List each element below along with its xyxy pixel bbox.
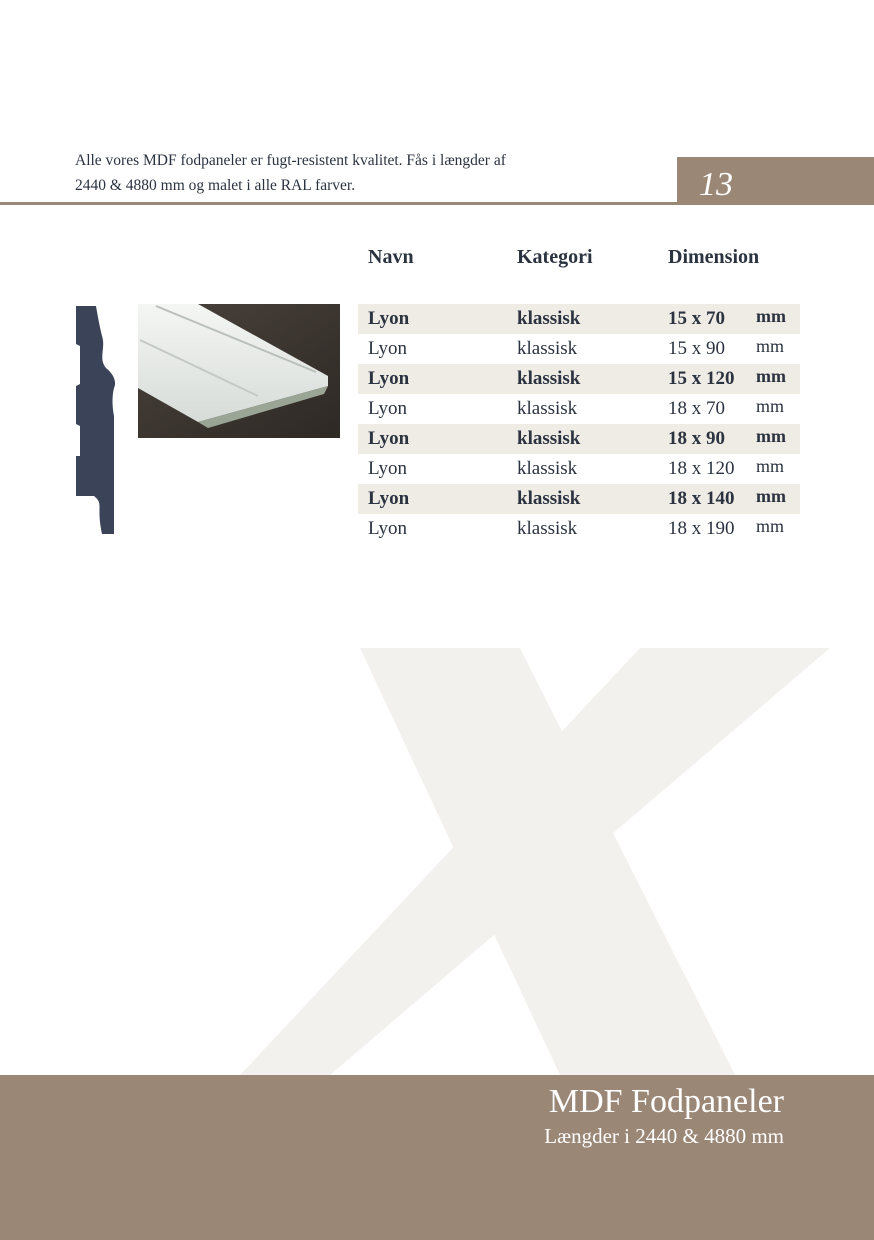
cell-name: Lyon (368, 398, 408, 419)
footer-subtitle: Længder i 2440 & 4880 mm (544, 1124, 784, 1148)
cell-category: klassisk (517, 338, 578, 359)
cell-category: klassisk (517, 518, 578, 539)
cell-unit: mm (756, 516, 785, 536)
table-row (358, 454, 800, 484)
footer-title: MDF Fodpaneler (548, 1083, 784, 1120)
cell-name: Lyon (368, 338, 408, 359)
cell-dimension: 15 x 70 (668, 308, 725, 329)
cell-category: klassisk (517, 398, 578, 419)
cell-dimension: 18 x 90 (668, 428, 725, 449)
header-dimension: Dimension (668, 246, 760, 268)
header-category: Kategori (517, 246, 593, 268)
cell-unit: mm (756, 396, 785, 416)
cell-unit: mm (756, 366, 786, 386)
table-header (358, 246, 800, 304)
cell-category: klassisk (517, 428, 581, 449)
cell-category: klassisk (517, 308, 581, 329)
cell-dimension: 15 x 120 (668, 368, 735, 389)
cell-unit: mm (756, 456, 785, 476)
cell-unit: mm (756, 426, 786, 446)
cell-unit: mm (756, 306, 786, 326)
page-number-tab (677, 157, 874, 205)
intro-line-2: 2440 & 4880 mm og malet i alle RAL farver. (75, 177, 356, 194)
table-row (358, 394, 800, 424)
product-photo-graphic (138, 304, 340, 438)
footer-band (0, 1075, 874, 1240)
cell-dimension: 18 x 140 (668, 488, 735, 509)
table-row (358, 364, 800, 394)
intro-text (75, 148, 635, 198)
dimension-table (358, 246, 800, 544)
table-row (358, 424, 800, 454)
table-row (358, 484, 800, 514)
table-row (358, 514, 800, 544)
cell-unit: mm (756, 486, 786, 506)
cell-name: Lyon (368, 518, 408, 539)
page-number: 13 (699, 166, 733, 203)
cell-name: Lyon (368, 368, 410, 389)
cell-dimension: 18 x 190 (668, 518, 735, 539)
cell-category: klassisk (517, 488, 581, 509)
cell-dimension: 18 x 70 (668, 398, 725, 419)
cell-name: Lyon (368, 308, 410, 329)
cell-dimension: 15 x 90 (668, 338, 725, 359)
cell-name: Lyon (368, 458, 408, 479)
header-name: Navn (368, 246, 414, 268)
table-row (358, 334, 800, 364)
cell-category: klassisk (517, 368, 581, 389)
table-row (358, 304, 800, 334)
cell-name: Lyon (368, 488, 410, 509)
profile-cross-section-graphic (74, 306, 118, 536)
cell-category: klassisk (517, 458, 578, 479)
cell-unit: mm (756, 336, 785, 356)
cell-dimension: 18 x 120 (668, 458, 735, 479)
cell-name: Lyon (368, 428, 410, 449)
product-photo (138, 304, 340, 438)
intro-line-1: Alle vores MDF fodpaneler er fugt-resistent kvalitet. Fås i længder af (75, 152, 506, 169)
